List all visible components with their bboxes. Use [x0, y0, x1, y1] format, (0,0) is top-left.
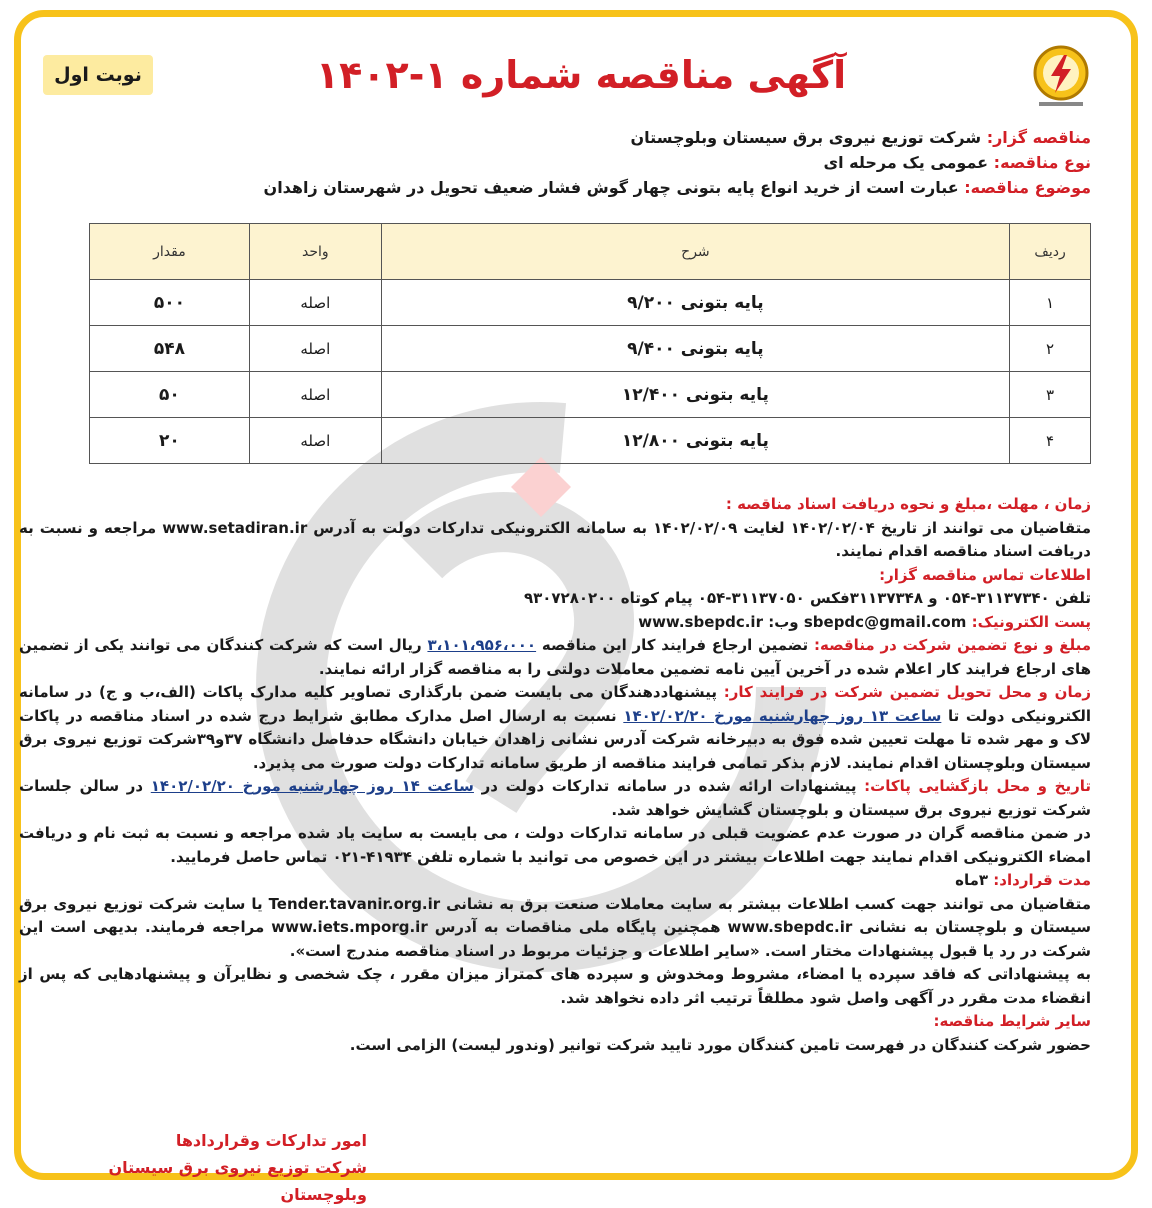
opening-date: ساعت ۱۴ روز چهارشنبه مورخ ۱۴۰۲/۰۲/۲۰ [150, 777, 474, 795]
col-unit-header: واحد [249, 224, 381, 280]
row-unit: اصله [249, 280, 381, 326]
row-desc: پایه بتونی ۹/۲۰۰ [381, 280, 1009, 326]
delivery-date: ساعت ۱۳ روز چهارشنبه مورخ ۱۴۰۲/۰۲/۲۰ [623, 706, 942, 725]
delivery-paragraph [19, 681, 1091, 775]
page-title: آگهی مناقصه شماره ۱-۱۴۰۲ [315, 53, 847, 97]
col-qty-header: مقدار [90, 224, 250, 280]
row-index: ۴ [1010, 418, 1091, 464]
row-unit: اصله [249, 326, 381, 372]
guarantee-pre: تضمین ارجاع فرایند کار این مناقصه [541, 636, 809, 654]
opening-pre: پیشنهادات ارائه شده در سامانه تدارکات دولت در [481, 777, 857, 795]
web-label: وب: [768, 612, 799, 631]
table-row [90, 372, 1091, 418]
subject-row [91, 175, 1091, 200]
announcement [19, 17, 1131, 1204]
guarantee-paragraph [19, 634, 1091, 681]
duration-value: ۳ماه [955, 871, 989, 889]
row-qty: ۵۰۰ [90, 280, 250, 326]
guarantee-label: مبلغ و نوع تضمین شرکت در مناقصه: [813, 636, 1091, 654]
row-index: ۳ [1010, 372, 1091, 418]
docs-text: متقاضیان می توانند از تاریخ ۱۴۰۲/۰۲/۰۴ لغایت ۱۴۰۲/۰۲/۰۹ به سامانه الکترونیکی تدارکات دولت به آدرس www.setadiran.ir مراجعه و نسبت به دریافت اسناد مناقصه اقدام نمایند. [19, 518, 1092, 560]
more-info-text: متقاضیان می توانند جهت کسب اطلاعات بیشتر به سایت معاملات صنعت برق به نشانی Tender.tavanir.org.ir یا سایت شرکت توزیع نیروی برق سیستان و بلوچستان به نشانی www.sbepdc.ir همچنین پایگاه ملی مناقصات به آدرس www.iets.mporg.ir مراجعه فرمایند. بدیهی است این شرکت در رد یا قبول پیشنهادات مختار است. «سایر اطلاعات و جزئیات مربوط در اسناد مناقصه مندرج است». [19, 894, 1091, 960]
type-label: نوع مناقصه: [993, 153, 1091, 172]
membership-text: در ضمن مناقصه گران در صورت عدم عضویت قبلی در سامانه تدارکات دولت ، می بایست به سایت یاد شده مراجعه و نسبت به ثبت نام و دریافت امضاء الکترونیکی اقدام نمایند جهت اطلاعات بیشتر در این خصوص می توانید با شماره تلفن ۴۱۹۳۴-۰۲۱ تماس حاصل فرمایید. [19, 824, 1091, 866]
delivery-label: زمان و محل تحویل تضمین شرکت در فرایند کار: [723, 683, 1092, 701]
email-label: پست الکترونیک: [971, 612, 1091, 631]
row-qty: ۲۰ [90, 418, 250, 464]
web-link[interactable]: www.sbepdc.ir [638, 612, 763, 631]
col-desc-header: شرح [381, 224, 1009, 280]
tender-info [91, 125, 1091, 200]
row-qty: ۵۴۸ [90, 326, 250, 372]
subject-label: موضوع مناقصه: [964, 178, 1091, 197]
row-qty: ۵۰ [90, 372, 250, 418]
docs-heading: زمان ، مهلت ،مبلغ و نحوه دریافت اسناد مناقصه : [725, 495, 1091, 513]
tenderer-row [91, 125, 1091, 150]
duration-label: مدت قرارداد: [993, 871, 1091, 889]
contact-text: تلفن ۳۱۱۳۷۳۴۰-۰۵۴ و ۳۱۱۳۷۳۴۸فکس ۳۱۱۳۷۰۵۰-۰۵۴ پیام کوتاه ۹۳۰۷۲۸۰۲۰۰ [523, 589, 1091, 607]
col-index-header: ردیف [1010, 224, 1091, 280]
row-index: ۱ [1010, 280, 1091, 326]
tenderer-label: مناقصه گزار: [986, 128, 1091, 147]
table-row [90, 418, 1091, 464]
type-row [91, 150, 1091, 175]
duration-row [19, 869, 1091, 893]
delivery-pre: پیشنهاددهندگان می بایست ضمن بارگذاری تصاویر کلیه مدارک پاکات (الف،ب و ج) در سامانه الکترونیکی دولت تا [19, 683, 1091, 725]
row-desc: پایه بتونی ۹/۴۰۰ [381, 326, 1009, 372]
table-row [90, 326, 1091, 372]
row-unit: اصله [249, 372, 381, 418]
signature-block [47, 1127, 367, 1208]
footer-line-2: شرکت توزیع نیروی برق سیستان وبلوچستان [108, 1158, 367, 1204]
row-index: ۲ [1010, 326, 1091, 372]
row-desc: پایه بتونی ۱۲/۴۰۰ [381, 372, 1009, 418]
subject-value: عبارت است از خرید انواع پایه بتونی چهار گوش فشار ضعیف تحویل در شهرستان زاهدان [263, 178, 959, 197]
items-table [89, 223, 1091, 464]
page-frame [14, 10, 1138, 1204]
other-heading: سایر شرایط مناقصه: [933, 1012, 1091, 1030]
type-value: عمومی یک مرحله ای [823, 153, 989, 172]
tenderer-value: شرکت توزیع نیروی برق سیستان وبلوچستان [630, 128, 982, 147]
guarantee-amount: ۳،۱۰۱،۹۵۶،۰۰۰ [427, 636, 537, 654]
contact-heading: اطلاعات تماس مناقصه گزار: [879, 565, 1091, 584]
email-row [19, 611, 1091, 635]
invalid-text: به پیشنهاداتی که فاقد سپرده یا امضاء، مشروط ومخدوش و سپرده های کمتراز میزان مقرر ، چک شخصی و نظایرآن و پیشنهادهایی که پس از انقضاء مدت مقرر در آگهی واصل شود مطلقاً ترتیب اثر داده نخواهد شد. [19, 965, 1091, 1007]
other-text: حضور شرکت کنندگان در فهرست تامین کنندگان مورد تایید شرکت توانیر (وندور لیست) الزامی است. [349, 1035, 1091, 1054]
table-header-row [90, 224, 1091, 280]
tender-details [19, 493, 1091, 1057]
row-desc: پایه بتونی ۱۲/۸۰۰ [381, 418, 1009, 464]
lightning-bolt-logo-icon [1031, 45, 1091, 111]
opening-post: در سالن جلسات شرکت توزیع نیروی برق سیستان و بلوچستان گشایش خواهد شد. [19, 777, 1091, 819]
email-link[interactable]: sbepdc@gmail.com [803, 612, 967, 631]
footer-line-1: امور تدارکات وقراردادها [175, 1131, 367, 1150]
opening-label: تاریخ و محل بازگشایی پاکات: [864, 777, 1092, 795]
delivery-post: نسبت به ارسال اصل مدارک مطابق شرایط درج شده در اسناد مناقصه در پاکات لاک و مهر شده تا مهلت تعیین شده فوق به دبیرخانه شرکت آدرس نشانی زاهدان خیابان دانشگاه حدفاصل دانشگاه ۳۷و۳۹شرکت توزیع نیروی برق سیستان وبلوچستان اقدام نمایند. لازم بذکر تمامی فرایند مناقصه از طریق سامانه تدارکات دولت صورت می پذیرد. [19, 706, 1091, 772]
guarantee-post: ریال است که شرکت کنندگان می توانند یکی از تضمین های ارجاع فرایند کار اعلام شده در آخرین آیین نامه تضمین معاملات دولتی را به مناقصه گزار ارائه نمایند. [19, 636, 1091, 678]
round-badge: نوبت اول [43, 55, 153, 95]
row-unit: اصله [249, 418, 381, 464]
opening-paragraph [19, 775, 1091, 822]
table-row [90, 280, 1091, 326]
